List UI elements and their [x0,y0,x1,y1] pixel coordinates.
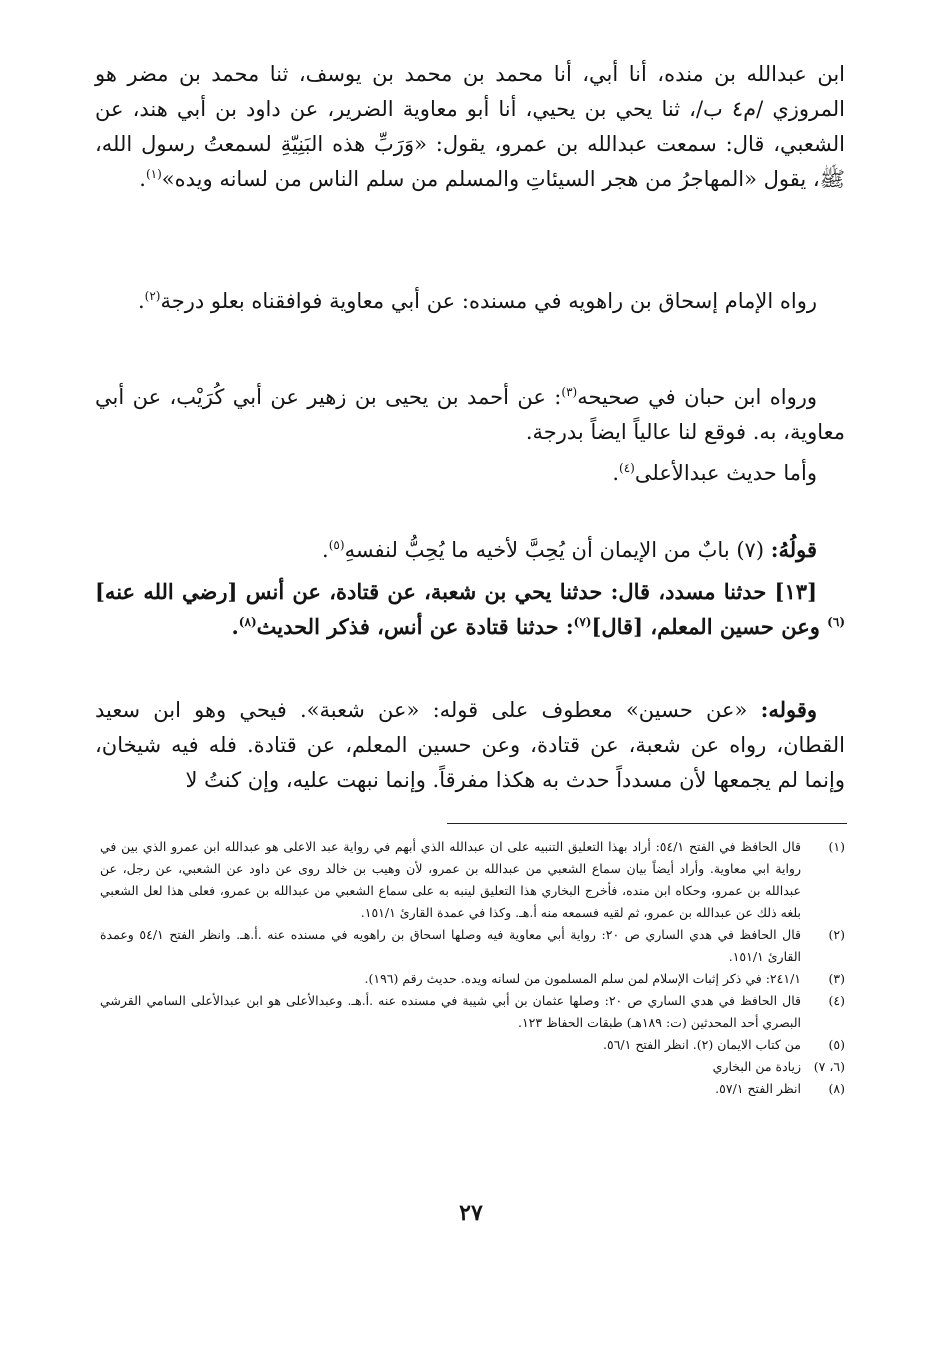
main-text-4 [95,532,845,644]
footnote-2: (٢) قال الحافظ في هدي الساري ص ٢٠: رواية أبي معاوية فيه وصلها اسحاق بن راهويه في مسنده عنه .أ.هـ. وانظر الفتح ٥٤/١ وعمدة القارئ ١٥١/١. [100,927,845,964]
footnote-ref-2[interactable]: (٢) [144,289,161,303]
footnote-divider [447,823,847,824]
footnote-ref-7[interactable]: (٧) [573,615,592,629]
main-text-5 [95,692,845,798]
page-number: ٢٧ [459,1200,483,1226]
paragraph-2: رواه الإمام إسحاق بن راهويه في مسنده: عن أبي معاوية فوافقناه بعلو درجة$^{(٢)}$. [137,289,817,313]
paragraph-1: ابن عبدالله بن منده، أنا أبي، أنا محمد بن محمد بن يوسف، ثنا محمد بن مضر هو المروزي /م٤ ب/، ثنا يحي بن يحيي، أنا أبو معاوية الضرير، عن داود بن أبي هند، عن الشعبي، قال: سمعت عبدالله بن عمرو، يقول: «وَرَبِّ هذه البَنِيّةِ لسمعتُ رسول الله، ﷺ، يقول «المهاجرُ من هجر السيئاتِ والمسلم من سلم الناس من لسانه ويده»$^{(١)}$. [95,62,846,191]
footnote-ref-3[interactable]: (٣) [561,385,578,399]
qawluhu-label: قولُهُ: [770,537,817,562]
footnote-4: (٤) قال الحافظ في هدي الساري ص ٢٠: وصلها عثمان بن أبي شيبة في مسنده عنه .أ.هـ. وعبدالأعلى هو ابن عبدالأعلى السامي القرشي البصري أحد المحدثين (ت: ١٨٩هـ) طبقات الحفاظ ١٢٣. [100,993,845,1030]
footnote-5: (٥) من كتاب الايمان (٢). انظر الفتح ٥٦/١. [603,1037,845,1052]
waqawluhu-label: وقوله: [760,697,817,722]
footnote-6-7: (٦، ٧) زيادة من البخاري [712,1059,845,1074]
paragraph-7: وقوله: «عن حسين» معطوف على قوله: «عن شعبة». فيحي وهو ابن سعيد القطان، رواه عن شعبة، عن قتادة، وعن حسين المعلم، عن قتادة. فله فيه شيخان، وإنما لم يجمعها لأن مسدداً حدث به هكذا مفرقاً. وإنما نبهت عليه، وإن كنتُ لا [95,697,845,792]
main-text [95,57,845,197]
footnote-ref-1[interactable]: (١) [145,167,162,181]
footnote-ref-4[interactable]: (٤) [619,461,635,475]
footnotes [100,836,845,1100]
footnote-ref-8[interactable]: (٨) [238,615,257,629]
paragraph-5: قولُهُ: (٧) بابٌ من الإيمان أن يُحِبَّ لأخيه ما يُحِبُّ لنفسهِ$^{(٥)}$. [322,537,817,562]
paragraph-3: ورواه ابن حبان في صحيحه$^{(٣)}$: عن أحمد بن يحيى بن زهير عن أبي كُرَيْب، عن أبي معاوية، به. فوقع لنا عالياً ايضاً بدرجة. [95,385,845,444]
footnote-3: (٣) ٢٤١/١: في ذكر إثبات الإسلام لمن سلم المسلمون من لسانه ويده. حديث رقم (١٩٦). [364,971,845,986]
paragraph-6: [١٣] حدثنا مسدد، قال: حدثنا يحي بن شعبة، عن قتادة، عن أنس [رضي الله عنه]$^{(٦)}$ وعن حسين المعلم، [قال]$^{(٧)}$: حدثنا قتادة عن أنس، فذكر الحديث$^{(٨)}$. [95,579,845,639]
footnote-ref-6[interactable]: (٦) [827,615,845,629]
footnote-1: (١) قال الحافظ في الفتح ٥٤/١: أراد بهذا التعليق التنبيه على ان عبدالله الذي أبهم في رواية عبد الاعلى هو عبدالله ابن عمرو الذي بين في رواية ابي معاوية. وأراد أيضاً بيان سماع الشعبي من عبدالله بن عمرو، لأن وهيب بن خالد روى عن داود عن الشعبي، عن رجل، عن عبدالله بن عمرو، وحكاه ابن منده، فأخرج البخاري هذا التعليق لينبه به على سماع الشعبي من عبدالله بن عمرو، فعلى هذا لعل الشعبي بلغه ذلك عن عبدالله بن عمرو، ثم لقيه فسمعه منه أ.هـ. وكذا في عمدة القارئ ١٥١/١. [100,839,845,920]
main-text-3 [95,380,845,491]
footnote-ref-5[interactable]: (٥) [328,538,345,552]
main-text-2 [95,284,845,319]
footnote-8: (٨) انظر الفتح ٥٧/١. [715,1081,845,1096]
paragraph-4: وأما حديث عبدالأعلى$^{(٤)}$. [612,461,817,485]
